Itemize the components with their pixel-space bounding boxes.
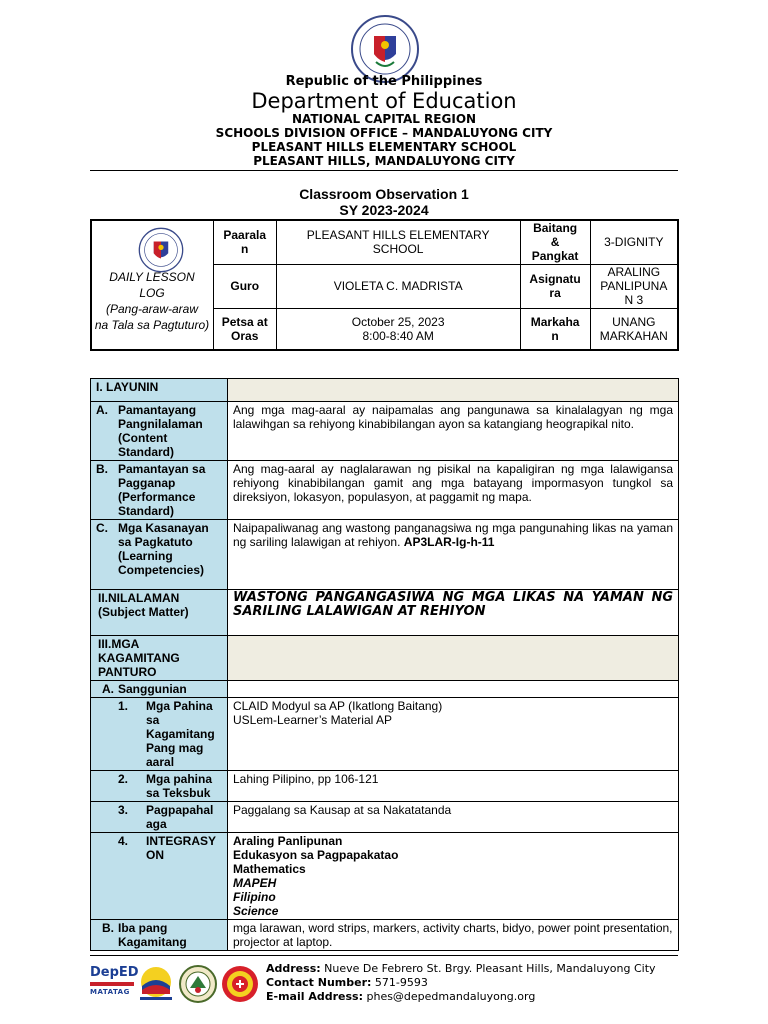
school-year: SY 2023-2024 [339,202,429,218]
guro-label: Guro [213,264,276,308]
division-text: SCHOOLS DIVISION OFFICE – MANDALUYONG CITY [215,126,553,140]
baitang-value: 3-DIGNITY [590,220,678,264]
content-standard-text: Ang mga mag-aaral ay naipamalas ang pangunawa sa kinalalagyan ng mga lalawihgan sa rehiyong kinabibilangan ayon sa katangiang heograpikal nito. [228,402,679,461]
bagong-pilipinas-logo-icon [136,964,176,1004]
deped-seal-small-icon [138,227,184,273]
kagamitan-fill [228,636,679,681]
other-materials-text: mga larawan, word strips, markers, activity charts, bidyo, power point presentation, projector at laptop. [228,920,679,951]
integration-subject: Filipino [233,890,276,904]
values-label: 3. Pagpapahal aga [91,802,228,833]
integration-subject: MAPEH [233,876,277,890]
integration-subject: Science [233,904,279,918]
header-divider [90,170,678,171]
sanggunian-empty [228,681,679,698]
other-materials-label: B. Iba pang Kagamitang [91,920,228,951]
lesson-info-table [90,219,679,351]
integration-subject: Mathematics [233,862,306,876]
footer-address: Address: Nueve De Febrero St. Brgy. Pleasant Hills, Mandaluyong City [266,962,656,975]
layunin-fill [228,379,679,402]
nilalaman-heading: II.NILALAMAN (Subject Matter) [91,590,228,636]
integration-subjects [228,833,679,920]
integration-subject: Edukasyon sa Pagpapakatao [233,848,399,862]
learning-competencies-label: C. Mga Kasanayan sa Pagkatuto (Learning Competencies) [91,520,228,590]
values-text: Paggalang sa Kausap at sa Nakatatanda [228,802,679,833]
deped-matatag-logo: DepED MATATAG [90,965,139,996]
layunin-heading: I. LAYUNIN [91,379,228,402]
asignatura-label: Asignatu ra [520,264,590,308]
dll-cell [91,220,213,350]
mandaluyong-seal-icon [220,964,260,1004]
learning-competencies-text: Naipapaliwanag ang wastong panganagsiwa ng mga pangunahing likas na yaman ng sariling lalawigan at rehiyon. AP3LAR-Ig-h-11 [228,520,679,590]
lesson-plan-table [90,378,679,951]
textbook-text: Lahing Pilipino, pp 106-121 [228,771,679,802]
subject-matter-text: WASTONG PANGANGASIWA NG MGA LIKAS NA YAMAN NG SARILING LALAWIGAN AT REHIYON [228,590,679,636]
footer-email: E-mail Address: phes@depedmandaluyong.org [266,990,536,1003]
dll-title: DAILY LESSON LOG (Pang-araw-araw na Tala sa Pagtuturo) [94,270,210,332]
petsa-value: October 25, 2023 8:00-8:40 AM [276,308,520,350]
footer-contact: Contact Number: 571-9593 [266,976,428,989]
observation-title: Classroom Observation 1 [299,186,469,202]
performance-standard-text: Ang mag-aaral ay naglalarawan ng pisikal na kapaligiran ng mga lalawigansa rehiyong kinabibilangan gamit ang mga batayang impormasyon tungkol sa direksiyon, lokasyon, populasyon, at paggamit ng mapa. [228,461,679,520]
learner-material-label: 1. Mga Pahina sa Kagamitang Pang mag aaral [91,698,228,771]
footer-divider [90,955,678,956]
markahan-label: Markaha n [520,308,590,350]
republic-text: Republic of the Philippines [285,74,483,89]
paaralan-label: Paarala n [213,220,276,264]
integration-label: 4. INTEGRASY ON [91,833,228,920]
performance-standard-label: B. Pamantayan sa Pagganap (Performance Standard) [91,461,228,520]
baitang-label: Baitang & Pangkat [520,220,590,264]
markahan-value: UNANG MARKAHAN [590,308,678,350]
department-text: Department of Education [251,89,517,113]
paaralan-value: PLEASANT HILLS ELEMENTARY SCHOOL [276,220,520,264]
location-text: PLEASANT HILLS, MANDALUYONG CITY [253,154,515,168]
kagamitan-heading: III.MGA KAGAMITANG PANTURO [91,636,228,681]
school-text: PLEASANT HILLS ELEMENTARY SCHOOL [251,140,517,154]
competency-code: AP3LAR-Ig-h-11 [403,535,495,549]
petsa-label: Petsa at Oras [213,308,276,350]
integration-subject: Araling Panlipunan [233,834,343,848]
learner-material-text: CLAID Modyul sa AP (Ikatlong Baitang) USLem-Learner’s Material AP [228,698,679,771]
asignatura-value: ARALING PANLIPUNA N 3 [590,264,678,308]
content-standard-label: A. Pamantayang Pangnilalaman (Content Standard) [91,402,228,461]
region-text: NATIONAL CAPITAL REGION [291,112,477,126]
school-seal-icon [178,964,218,1004]
textbook-label: 2. Mga pahina sa Teksbuk [91,771,228,802]
guro-value: VIOLETA C. MADRISTA [276,264,520,308]
sanggunian-label: A. Sanggunian [91,681,228,698]
